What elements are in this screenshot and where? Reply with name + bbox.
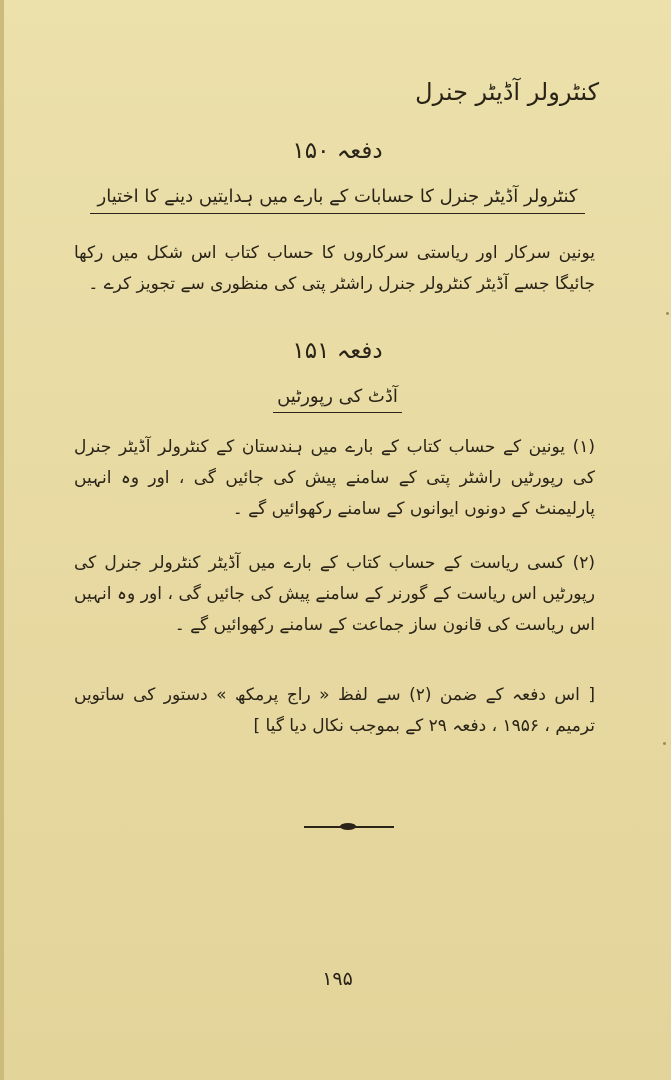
section-heading-151 [4, 386, 671, 407]
section-heading-151-text: آڈٹ کی رپورٹیں [273, 386, 402, 413]
section-heading-150-text: کنٹرولر آڈیٹر جنرل کا حسابات کے بارے میں ہدایتیں دینے کا اختیار [90, 186, 586, 214]
print-speck [663, 742, 666, 745]
section-151-clause-1: (۱) یونین کے حساب کتاب کے بارے میں ہندستان کے کنٹرولر آڈیٹر جنرل کی رپورٹیں راشٹر پتی کے سامنے پیش کی جائیں گی ، اور وہ انہیں پارلیمنٹ کے دونوں ایوانوں کے سامنے رکھوائیں گے ۔ [74, 437, 595, 519]
section-title-150: دفعہ ۱۵۰ [292, 138, 383, 164]
section-heading-150 [4, 186, 671, 207]
section-151-clause-2: (۲) کسی ریاست کے حساب کتاب کے بارے میں آڈیٹر کنٹرولر جنرل کی رپورٹیں اس ریاست کے گورنر کے سامنے پیش کی جائیں گی ، اور وہ انہیں اس ریاست کی قانون ساز جماعت کے سامنے رکھوائیں گے ۔ [74, 553, 595, 635]
print-speck [666, 312, 669, 315]
page-number: ۱۹۵ [322, 968, 353, 990]
ornamental-divider [304, 826, 394, 828]
section-title-151: دفعہ ۱۵۱ [292, 338, 383, 364]
running-head: کنٹرولر آڈیٹر جنرل [415, 78, 599, 106]
section-151-note: [ اس دفعہ کے ضمن (۲) سے لفظ « راج پرمکھ » دستور کی ساتویں ترمیم ، ۱۹۵۶ ، دفعہ ۲۹ کے بموجب نکال دیا گیا ] [74, 685, 595, 736]
section-150-body: یونین سرکار اور ریاستی سرکاروں کا حساب کتاب اس شکل میں رکھا جائیگا جسے آڈیٹر کنٹرولر جنرل راشٹر پتی کی منظوری سے تجویز کرے ۔ [74, 243, 595, 294]
